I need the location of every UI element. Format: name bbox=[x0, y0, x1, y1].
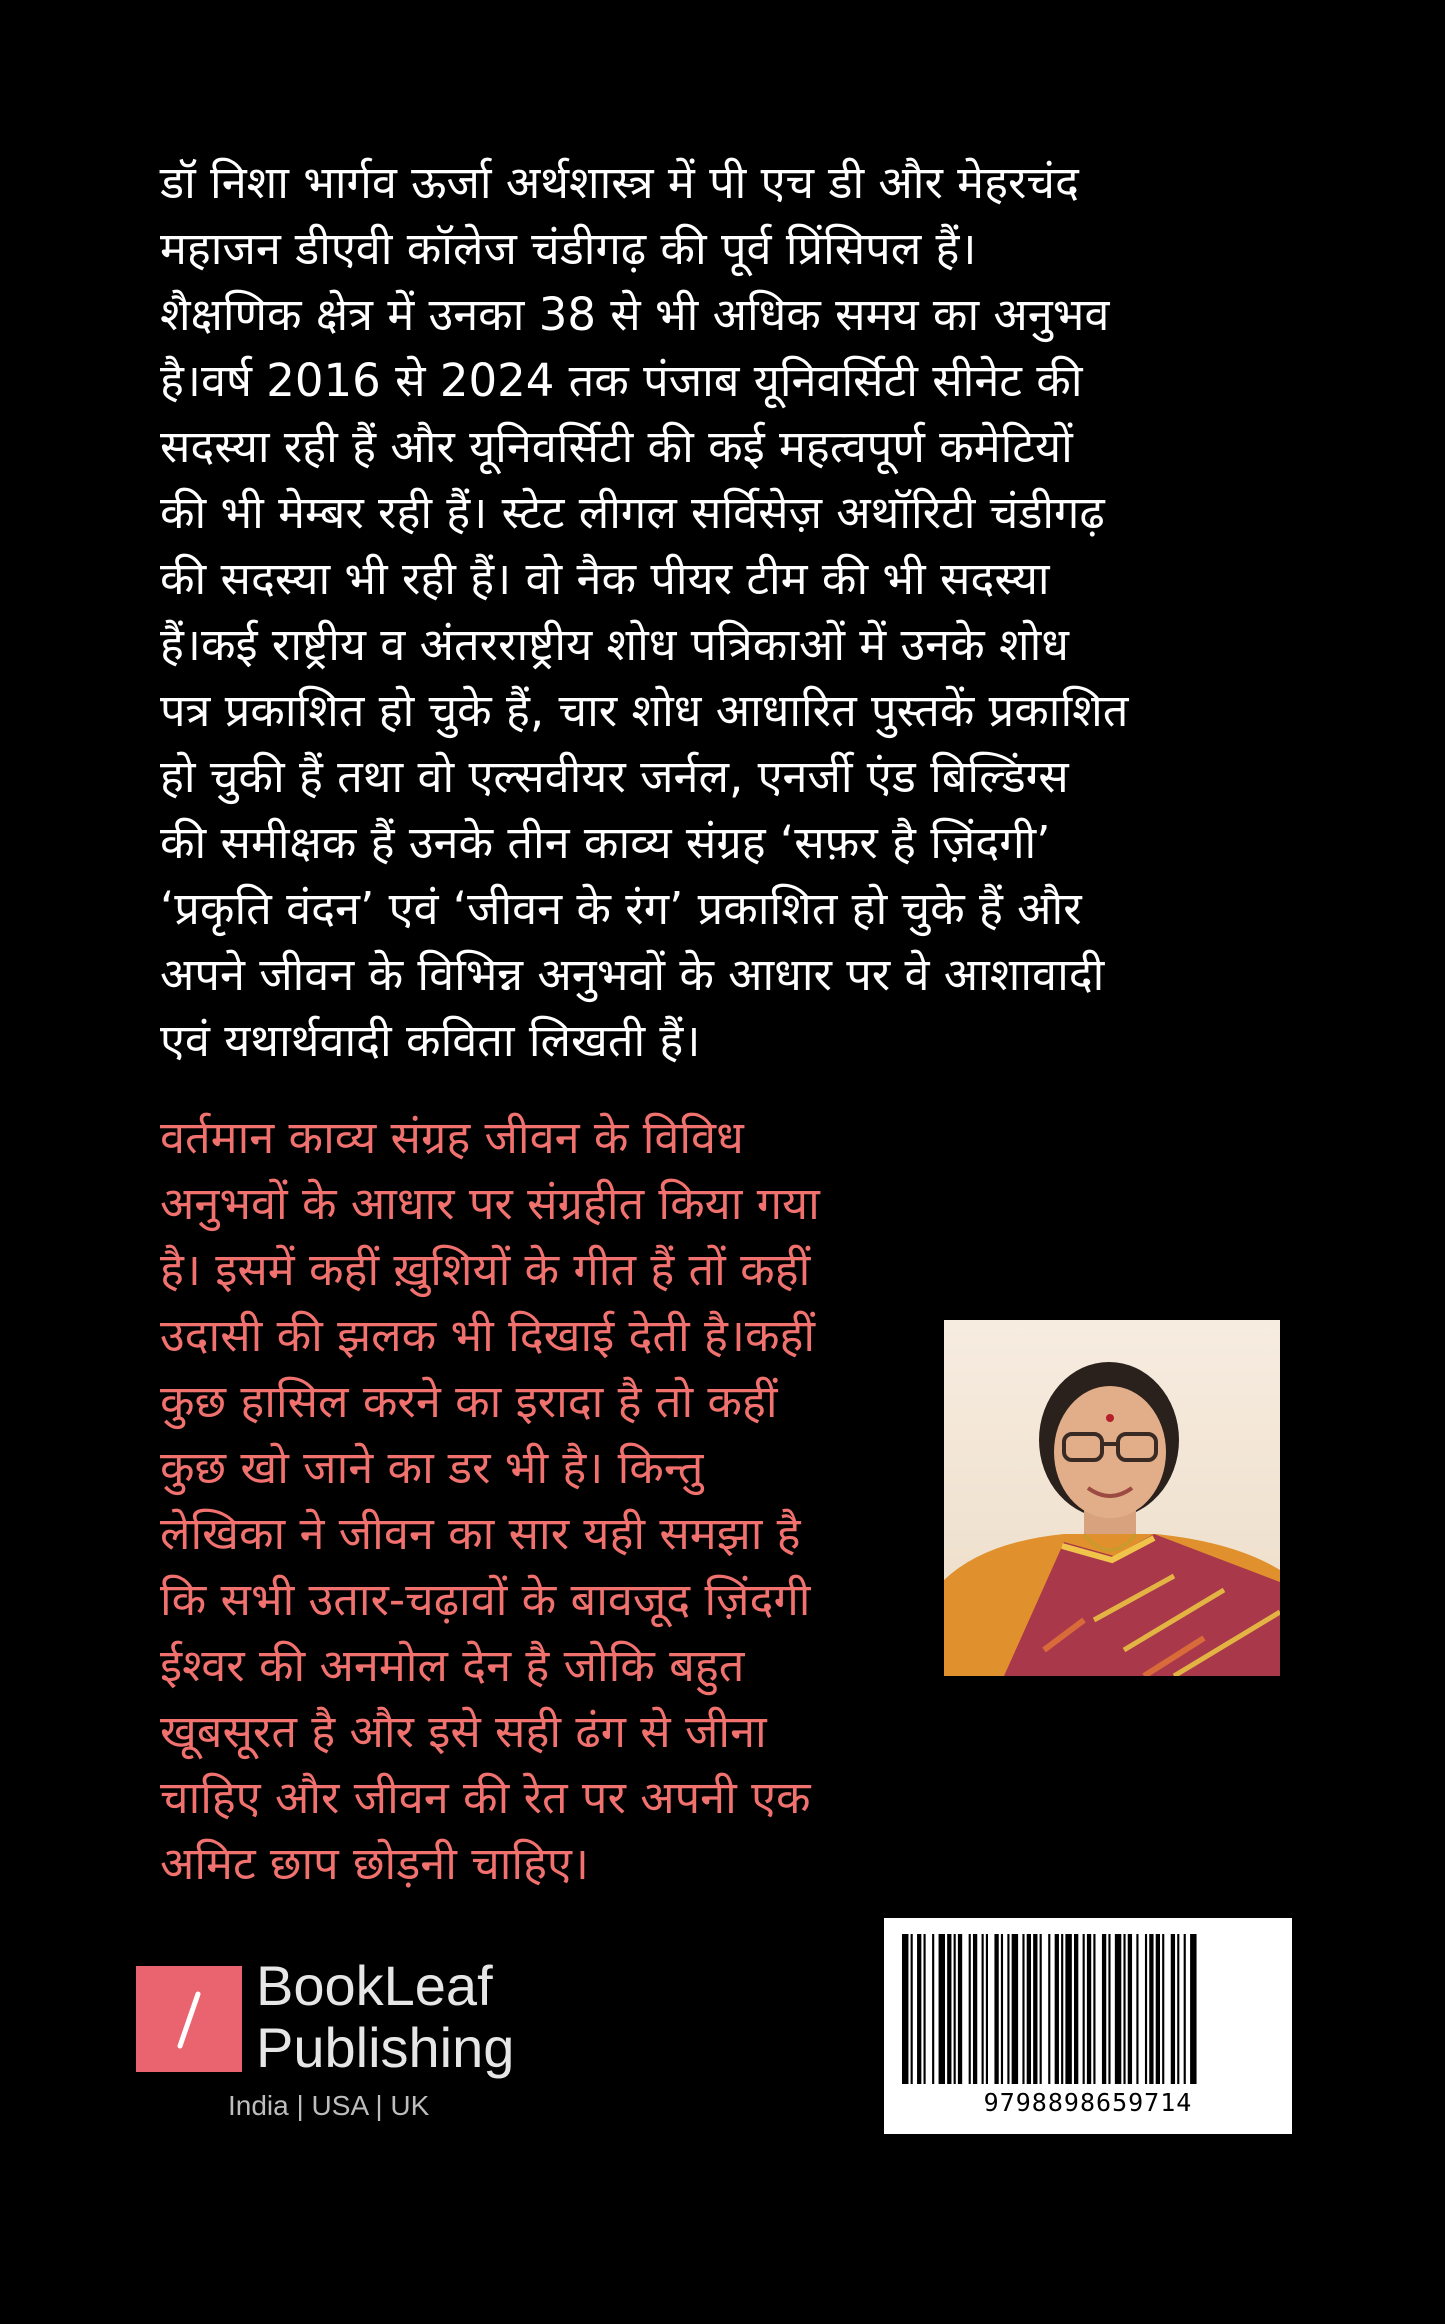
barcode-bar bbox=[1108, 1934, 1110, 2084]
book-summary-line: अमिट छाप छोड़नी चाहिए। bbox=[160, 1837, 589, 1890]
barcode-bar bbox=[1033, 1934, 1037, 2084]
barcode-bar bbox=[939, 1934, 945, 2084]
barcode-bar bbox=[1102, 1934, 1106, 2084]
author-bio-line: अपने जीवन के विभिन्न अनुभवों के आधार पर वे आशावादी bbox=[160, 948, 1105, 1001]
book-summary-line: चाहिए और जीवन की रेत पर अपनी एक bbox=[160, 1771, 811, 1824]
barcode-bar bbox=[902, 1934, 908, 2084]
barcode-bar bbox=[994, 1934, 998, 2084]
book-summary-line: कि सभी उतार-चढ़ावों के बावजूद ज़िंदगी bbox=[160, 1573, 811, 1626]
barcode-bar bbox=[1145, 1934, 1147, 2084]
author-bio-line: एवं यथार्थवादी कविता लिखती हैं। bbox=[160, 1014, 701, 1067]
book-summary-line: है। इसमें कहीं ख़ुशियों के गीत हैं तों कहीं bbox=[160, 1243, 811, 1296]
author-bio-line: शैक्षणिक क्षेत्र में उनका 38 से भी अधिक समय का अनुभव bbox=[160, 288, 1110, 341]
barcode-bar bbox=[1012, 1934, 1018, 2084]
barcode-bar bbox=[1065, 1934, 1071, 2084]
book-summary-line: कुछ खो जाने का डर भी है। किन्तु bbox=[160, 1441, 704, 1494]
author-bio-line: है।वर्ष 2016 से 2024 तक पंजाब यूनिवर्सिटी सीनेट की bbox=[160, 354, 1083, 407]
barcode-bar bbox=[947, 1934, 951, 2084]
book-summary-line: ईश्वर की अनमोल देन है जोकि बहुत bbox=[160, 1639, 745, 1692]
author-bio-line: डॉ निशा भार्गव ऊर्जा अर्थशास्त्र में पी एच डी और मेहरचंद bbox=[160, 156, 1079, 209]
book-summary bbox=[160, 1105, 900, 1897]
publisher-name-line2: Publishing bbox=[256, 2016, 515, 2079]
publisher-logo-mark bbox=[136, 1966, 242, 2072]
author-bio-line: हैं।￼कई राष्ट्रीय व अंतरराष्ट्रीय शोध पत्रिकाओं में उनके शोध bbox=[160, 618, 1069, 671]
barcode-bar bbox=[1162, 1934, 1164, 2084]
barcode-bar bbox=[1149, 1934, 1153, 2084]
barcode-bar bbox=[924, 1934, 926, 2084]
book-summary-line: वर्तमान काव्य संग्रह जीवन के विविध bbox=[160, 1111, 744, 1164]
author-bio bbox=[160, 150, 1220, 1074]
book-summary-line: कुछ हासिल करने का इरादा है तो कहीं bbox=[160, 1375, 778, 1428]
barcode-bar bbox=[1040, 1934, 1042, 2084]
barcode-bar bbox=[1007, 1934, 1009, 2084]
isbn-number: 9798898659714 bbox=[983, 2088, 1193, 2117]
publisher-regions: India | USA | UK bbox=[228, 2090, 430, 2121]
barcode-bar bbox=[1055, 1934, 1059, 2084]
author-bio-line: की समीक्षक हैं उनके तीन काव्य संग्रह ‘सफ़र है ज़िंदगी’ bbox=[160, 816, 1051, 869]
book-summary-line: उदासी की झलक भी दिखाई देती है।कहीं bbox=[160, 1309, 816, 1362]
barcode-bar bbox=[969, 1934, 971, 2084]
barcode-bar bbox=[1083, 1934, 1085, 2084]
barcode-bar bbox=[954, 1934, 956, 2084]
barcode-bar bbox=[911, 1934, 913, 2084]
barcode-bar bbox=[1115, 1934, 1121, 2084]
book-summary-line: अनुभवों के आधार पर संग्रहीत किया गया bbox=[160, 1177, 820, 1230]
barcode-bar bbox=[973, 1934, 977, 2084]
book-summary-line: लेखिका ने जीवन का सार यही समझा है bbox=[160, 1507, 801, 1560]
barcode-bar bbox=[1048, 1934, 1050, 2084]
isbn-barcode bbox=[884, 1918, 1292, 2134]
barcode-bar bbox=[1001, 1934, 1003, 2084]
barcode-bar bbox=[1156, 1934, 1160, 2084]
barcode-bar bbox=[1123, 1934, 1125, 2084]
barcode-bar bbox=[986, 1934, 988, 2084]
barcode-bar bbox=[1061, 1934, 1063, 2084]
barcode-bar bbox=[1027, 1934, 1031, 2084]
book-summary-line: खूबसूरत है और इसे सही ढंग से जीना bbox=[160, 1705, 767, 1758]
barcode-bar bbox=[1128, 1934, 1132, 2084]
author-bio-line: सदस्या रही हैं और यूनिवर्सिटी की कई महत्वपूर्ण कमेटियों bbox=[160, 420, 1073, 473]
barcode-bar bbox=[1087, 1934, 1091, 2084]
barcode-bars bbox=[902, 1934, 1274, 2084]
barcode-bar bbox=[932, 1934, 934, 2084]
author-photo bbox=[944, 1320, 1280, 1676]
publisher-name-line1: BookLeaf bbox=[256, 1954, 493, 2017]
author-bio-line: पत्र प्रकाशित हो चुके हैं, चार शोध आधारित पुस्तकें प्रकाशित bbox=[160, 684, 1129, 737]
barcode-bar bbox=[1177, 1934, 1179, 2084]
barcode-bar bbox=[1136, 1934, 1138, 2084]
author-bio-line: ‘प्रकृति वंदन’ एवं ‘जीवन के रंग’ प्रकाशित हो चुके हैं और bbox=[160, 882, 1082, 935]
barcode-bar bbox=[1190, 1934, 1196, 2084]
barcode-bar bbox=[917, 1934, 921, 2084]
author-bio-line: हो चुकी हैं तथा वो एल्सवीयर जर्नल, एनर्जी एंड बिल्डिंग्स bbox=[160, 750, 1069, 803]
barcode-bar bbox=[982, 1934, 984, 2084]
barcode-bar bbox=[958, 1934, 962, 2084]
author-bio-line: की भी मेम्बर रही हैं। स्टेट लीगल सर्विसेज़ अथॉरिटी चंडीगढ़ bbox=[160, 486, 1105, 539]
slash-icon bbox=[136, 1966, 242, 2072]
barcode-bar bbox=[1184, 1934, 1186, 2084]
barcode-bar bbox=[1171, 1934, 1175, 2084]
barcode-bar bbox=[1093, 1934, 1095, 2084]
author-bio-line: की सदस्या भी रही हैं। वो नैक पीयर टीम की भी सदस्या bbox=[160, 552, 1050, 605]
barcode-bar bbox=[1022, 1934, 1024, 2084]
author-bio-line: महाजन डीएवी कॉलेज चंडीगढ़ की पूर्व प्रिंसिपल हैं। bbox=[160, 222, 977, 275]
barcode-bar bbox=[1074, 1934, 1078, 2084]
